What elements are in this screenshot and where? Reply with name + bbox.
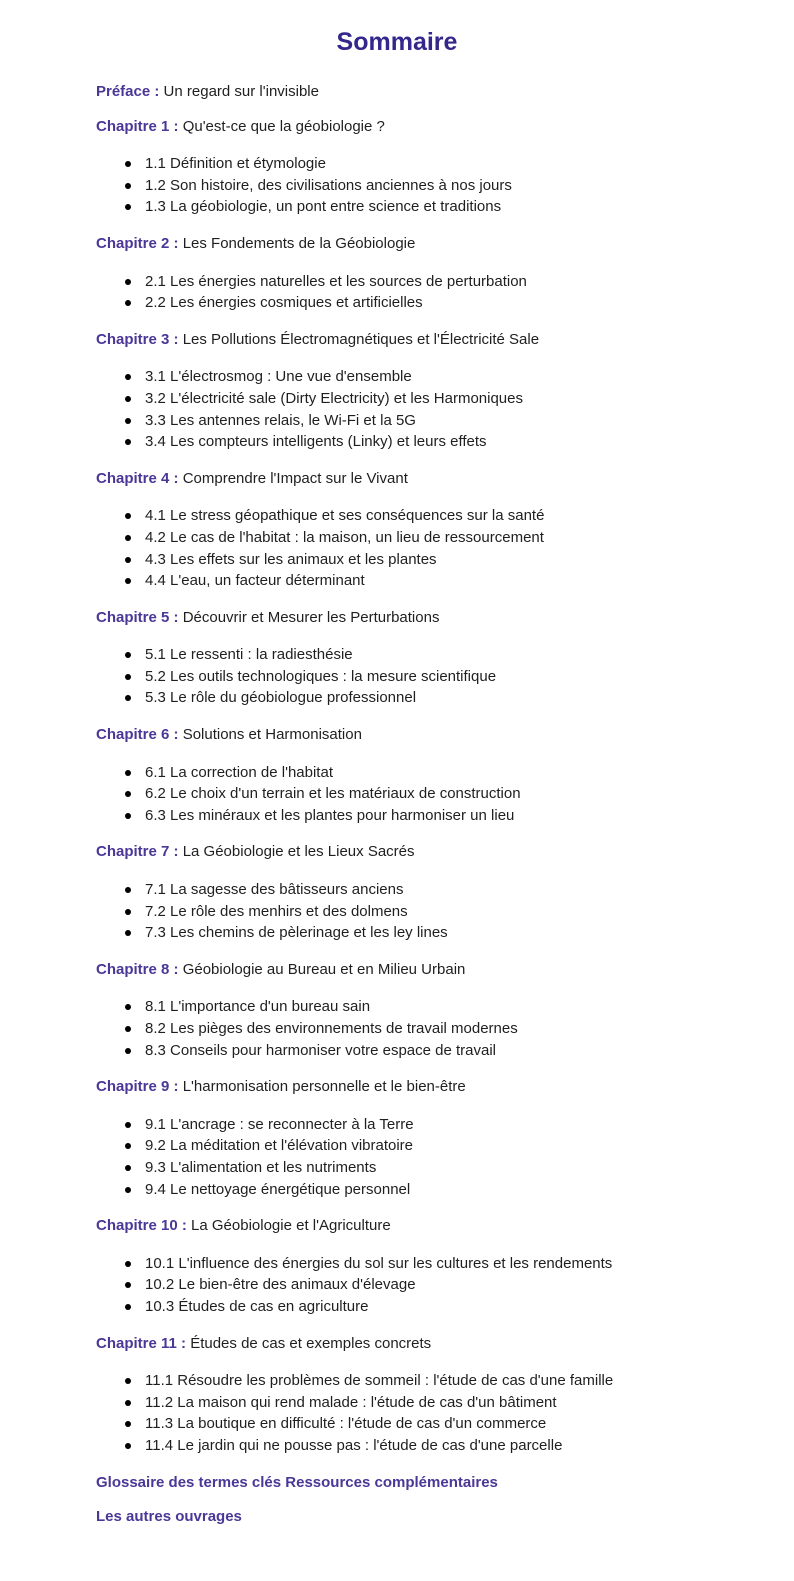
section-item: 7.3 Les chemins de pèlerinage et les ley lines [96, 922, 724, 944]
section-item: 1.3 La géobiologie, un pont entre science et traditions [96, 196, 724, 218]
chapter-heading [96, 233, 724, 255]
chapter-title: Solutions et Harmonisation [182, 726, 362, 744]
section-item: 2.2 Les énergies cosmiques et artificielles [96, 292, 724, 314]
chapters-container [96, 116, 724, 1457]
section-list [96, 644, 724, 709]
section-item: 3.1 L'électrosmog : Une vue d'ensemble [96, 366, 724, 388]
chapter-label: Chapitre 3 : [96, 330, 179, 348]
chapter-heading [96, 607, 724, 629]
page-title: Sommaire [336, 28, 458, 56]
chapter-label: Chapitre 4 : [96, 469, 179, 487]
preface-title: Un regard sur l'invisible [163, 83, 319, 100]
chapter-label: Chapitre 1 : [96, 117, 179, 135]
chapter-title: La Géobiologie et les Lieux Sacrés [182, 843, 415, 861]
chapter-label: Chapitre 6 : [96, 726, 179, 744]
chapter-heading [96, 116, 724, 138]
section-item: 5.3 Le rôle du géobiologue professionnel [96, 687, 724, 709]
chapter-heading [96, 468, 724, 490]
chapter-heading [96, 959, 724, 981]
section-item: 11.2 La maison qui rend malade : l'étude de cas d'un bâtiment [96, 1392, 724, 1414]
other-works-heading: Les autres ouvrages [96, 1508, 242, 1526]
chapter-title: Les Pollutions Électromagnétiques et l'Électricité Sale [182, 330, 540, 348]
chapter-title: Qu'est-ce que la géobiologie ? [182, 117, 385, 135]
preface-entry [96, 81, 724, 103]
section-item: 4.1 Le stress géopathique et ses conséquences sur la santé [96, 505, 724, 527]
section-list [96, 153, 724, 218]
section-item: 3.2 L'électricité sale (Dirty Electricity) et les Harmoniques [96, 388, 724, 410]
section-item: 8.2 Les pièges des environnements de travail modernes [96, 1018, 724, 1040]
section-item: 9.1 L'ancrage : se reconnecter à la Terre [96, 1114, 724, 1136]
section-item: 4.4 L'eau, un facteur déterminant [96, 570, 724, 592]
section-item: 9.3 L'alimentation et les nutriments [96, 1157, 724, 1179]
section-item: 5.1 Le ressenti : la radiesthésie [96, 644, 724, 666]
chapter-heading [96, 724, 724, 746]
section-item: 2.1 Les énergies naturelles et les sources de perturbation [96, 271, 724, 293]
chapter-heading [96, 329, 724, 351]
section-item: 3.3 Les antennes relais, le Wi-Fi et la 5G [96, 410, 724, 432]
chapter-label: Chapitre 8 : [96, 960, 179, 978]
chapter-title: La Géobiologie et l'Agriculture [191, 1217, 391, 1235]
chapter-label: Chapitre 5 : [96, 608, 179, 626]
section-item: 7.1 La sagesse des bâtisseurs anciens [96, 879, 724, 901]
chapter-label: Chapitre 2 : [96, 234, 179, 252]
chapter-heading [96, 1215, 724, 1237]
chapter-title: Les Fondements de la Géobiologie [182, 234, 416, 252]
chapter-label: Chapitre 9 : [96, 1078, 179, 1096]
section-list [96, 879, 724, 944]
section-list [96, 762, 724, 827]
section-item: 7.2 Le rôle des menhirs et des dolmens [96, 901, 724, 923]
chapter-title: Comprendre l'Impact sur le Vivant [182, 469, 408, 487]
section-item: 10.2 Le bien-être des animaux d'élevage [96, 1274, 724, 1296]
preface-label: Préface : [96, 83, 160, 100]
section-item: 9.4 Le nettoyage énergétique personnel [96, 1179, 724, 1201]
section-list [96, 271, 724, 314]
section-item: 1.2 Son histoire, des civilisations anciennes à nos jours [96, 175, 724, 197]
section-item: 11.1 Résoudre les problèmes de sommeil : l'étude de cas d'une famille [96, 1370, 724, 1392]
section-list [96, 996, 724, 1061]
chapter-label: Chapitre 11 : [96, 1334, 187, 1352]
chapter-title: Études de cas et exemples concrets [190, 1334, 432, 1352]
section-item: 8.3 Conseils pour harmoniser votre espace de travail [96, 1040, 724, 1062]
section-item: 5.2 Les outils technologiques : la mesure scientifique [96, 666, 724, 688]
chapter-heading [96, 841, 724, 863]
section-item: 1.1 Définition et étymologie [96, 153, 724, 175]
section-item: 9.2 La méditation et l'élévation vibratoire [96, 1135, 724, 1157]
chapter-title: Géobiologie au Bureau et en Milieu Urbain [182, 960, 466, 978]
chapter-title: Découvrir et Mesurer les Perturbations [182, 608, 440, 626]
section-list [96, 505, 724, 591]
chapter-label: Chapitre 10 : [96, 1217, 187, 1235]
chapter-heading [96, 1333, 724, 1355]
section-item: 10.1 L'influence des énergies du sol sur les cultures et les rendements [96, 1253, 724, 1275]
chapter-heading [96, 1076, 724, 1098]
chapter-title: L'harmonisation personnelle et le bien-être [182, 1078, 466, 1096]
section-list [96, 1370, 724, 1456]
glossary-heading: Glossaire des termes clés Ressources complémentaires [96, 1473, 498, 1491]
chapter-label: Chapitre 7 : [96, 843, 179, 861]
section-list [96, 1114, 724, 1200]
section-item: 11.3 La boutique en difficulté : l'étude de cas d'un commerce [96, 1413, 724, 1435]
section-item: 10.3 Études de cas en agriculture [96, 1296, 724, 1318]
section-item: 3.4 Les compteurs intelligents (Linky) et leurs effets [96, 431, 724, 453]
section-list [96, 366, 724, 452]
section-item: 6.1 La correction de l'habitat [96, 762, 724, 784]
section-item: 8.1 L'importance d'un bureau sain [96, 996, 724, 1018]
section-item: 6.3 Les minéraux et les plantes pour harmoniser un lieu [96, 805, 724, 827]
section-list [96, 1253, 724, 1318]
section-item: 4.3 Les effets sur les animaux et les plantes [96, 549, 724, 571]
section-item: 6.2 Le choix d'un terrain et les matériaux de construction [96, 783, 724, 805]
section-item: 4.2 Le cas de l'habitat : la maison, un lieu de ressourcement [96, 527, 724, 549]
section-item: 11.4 Le jardin qui ne pousse pas : l'étude de cas d'une parcelle [96, 1435, 724, 1457]
